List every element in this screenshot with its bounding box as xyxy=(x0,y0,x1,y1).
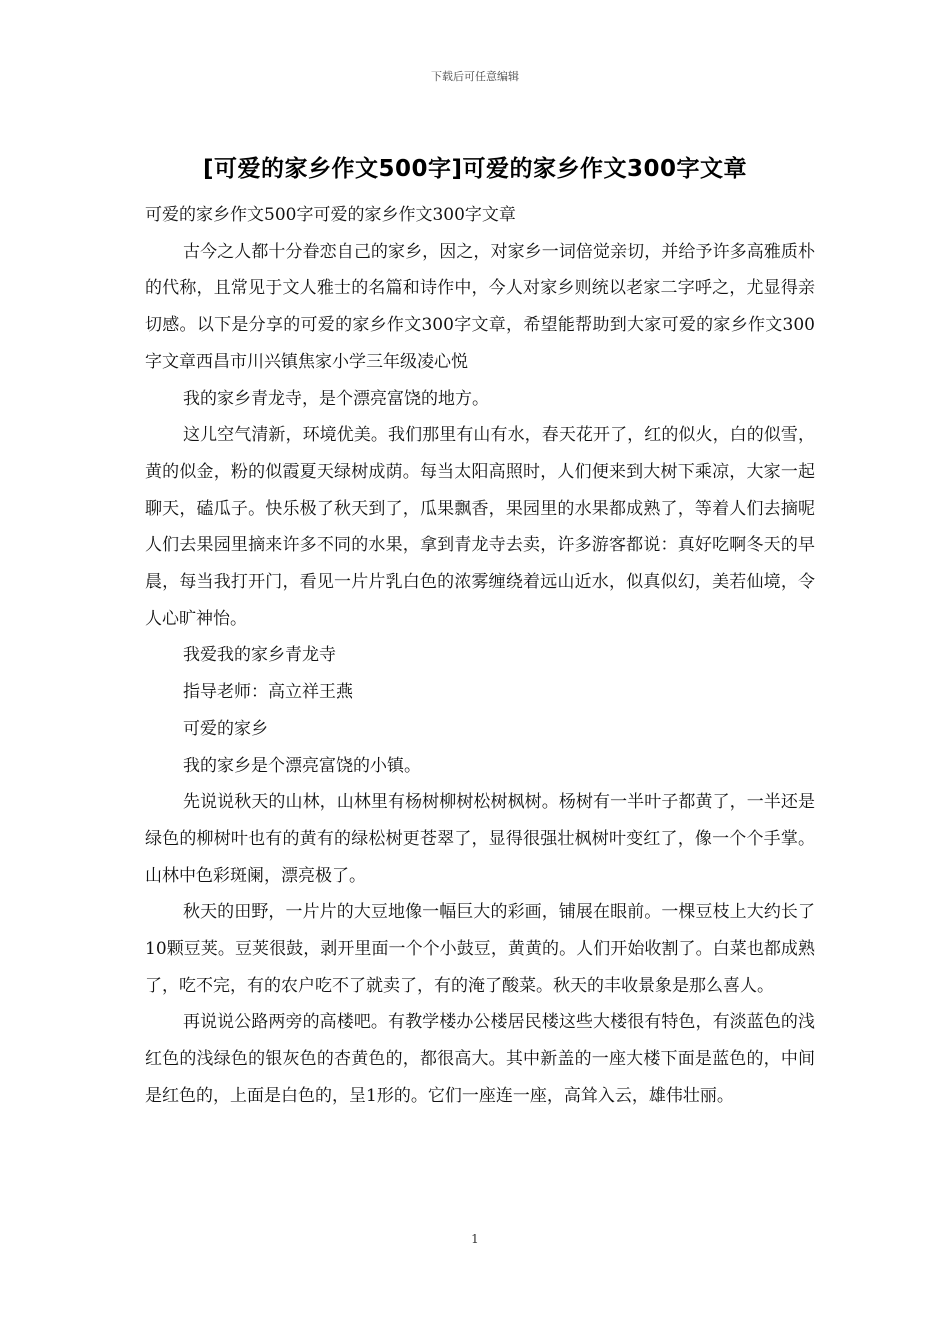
paragraph: 我爱我的家乡青龙寺 xyxy=(183,645,336,666)
paragraph: 秋天的田野，一片片的大豆地像一幅巨大的彩画，铺展在眼前。一棵豆枝上大约长了10颗豆荚。豆荚很鼓，剥开里面一个个小鼓豆，黄黄的。人们开始收割了。白菜也都成熟了，吃不完，有的农户吃不了就卖了，有的淹了酸菜。秋天的丰收景象是那么喜人。 xyxy=(145,902,815,996)
paragraph-teacher: 指导老师：高立祥王燕 xyxy=(183,682,353,703)
document-title: [可爱的家乡作文500字]可爱的家乡作文300字文章 xyxy=(202,156,748,182)
page-number: 1 xyxy=(471,1232,479,1246)
header-note: 下载后可任意编辑 xyxy=(431,70,519,83)
paragraph-subtitle: 可爱的家乡作文500字可爱的家乡作文300字文章 xyxy=(145,205,516,225)
paragraph: 我的家乡是个漂亮富饶的小镇。 xyxy=(183,755,421,776)
document-body xyxy=(145,197,815,1115)
paragraph: 这儿空气清新，环境优美。我们那里有山有水，春天花开了，红的似火，白的似雪，黄的似金，粉的似霞夏天绿树成荫。每当太阳高照时，人们便来到大树下乘凉，大家一起聊天，磕瓜子。快乐极了秋天到了，瓜果飘香，果园里的水果都成熟了，等着人们去摘呢人们去果园里摘来许多不同的水果，拿到青龙寺去卖，许多游客都说：真好吃啊冬天的早晨，每当我打开门，看见一片片乳白色的浓雾缠绕着远山近水，似真似幻，美若仙境，令人心旷神怡。 xyxy=(145,425,815,629)
paragraph: 再说说公路两旁的高楼吧。有教学楼办公楼居民楼这些大楼很有特色，有淡蓝色的浅红色的浅绿色的银灰色的杏黄色的，都很高大。其中新盖的一座大楼下面是蓝色的，中间是红色的，上面是白色的，呈1形的。它们一座连一座，高耸入云，雄伟壮丽。 xyxy=(145,1012,815,1106)
paragraph: 先说说秋天的山林，山林里有杨树柳树松树枫树。杨树有一半叶子都黄了，一半还是绿色的柳树叶也有的黄有的绿松树更苍翠了，显得很强壮枫树叶变红了，像一个个手掌。山林中色彩斑阑，漂亮极了。 xyxy=(145,792,815,886)
paragraph: 我的家乡青龙寺，是个漂亮富饶的地方。 xyxy=(183,388,489,409)
paragraph-heading: 可爱的家乡 xyxy=(183,718,268,739)
paragraph: 古今之人都十分眷恋自己的家乡，因之，对家乡一词倍觉亲切，并给予许多高雅质朴的代称，且常见于文人雅士的名篇和诗作中，今人对家乡则统以老家二字呼之，尤显得亲切感。以下是分享的可爱的家乡作文300字文章，希望能帮助到大家可爱的家乡作文300字文章西昌市川兴镇焦家小学三年级凌心悦 xyxy=(145,241,815,372)
